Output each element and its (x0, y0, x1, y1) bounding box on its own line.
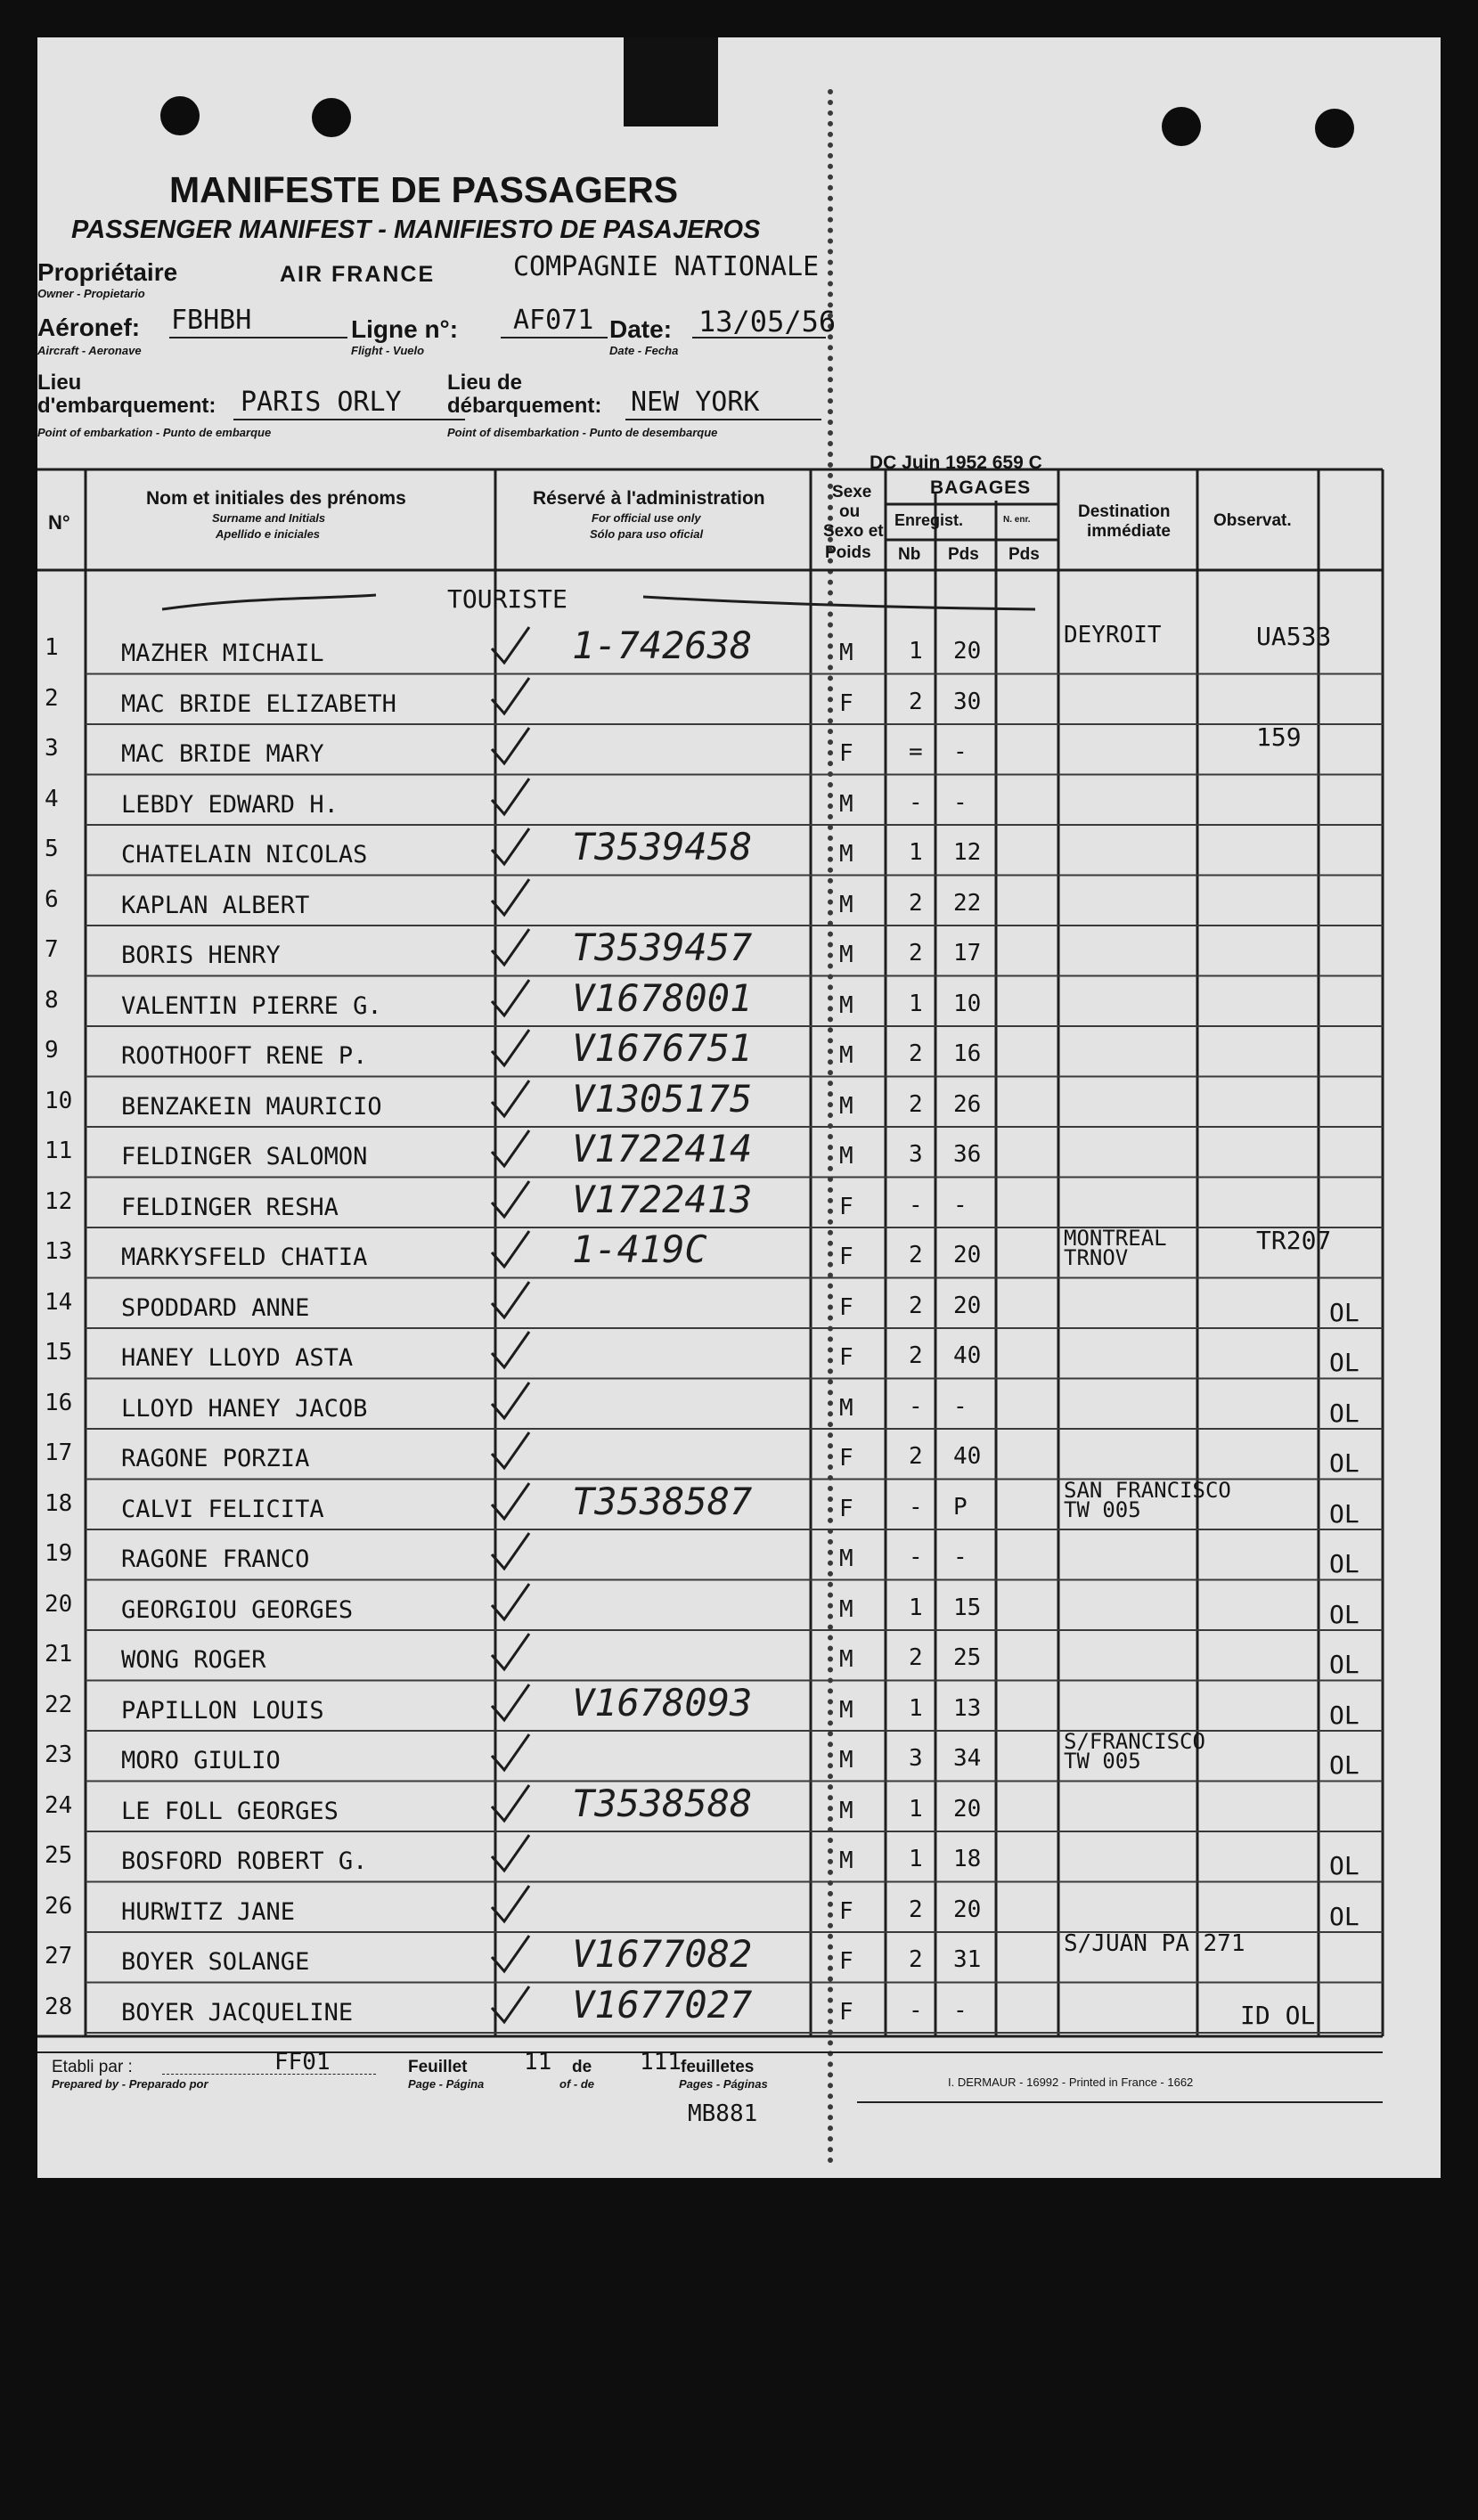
check-mark-icon (483, 1578, 554, 1632)
baggage-weight: 25 (953, 1644, 982, 1671)
passenger-sex: M (839, 1143, 853, 1170)
admin-reference: 1-419C (572, 1227, 707, 1271)
row-number: 11 (45, 1138, 73, 1164)
date-sublabel: Date - Fecha (609, 344, 679, 357)
observation: OL (1329, 1448, 1360, 1478)
check-mark-icon (483, 1427, 554, 1480)
col-header-destination-2: immédiate (1087, 522, 1171, 541)
table-row (37, 1127, 1383, 1181)
passenger-sex: F (839, 1193, 853, 1220)
row-number: 24 (45, 1791, 73, 1819)
passenger-name: GEORGIOU GEORGES (121, 1595, 354, 1624)
check-mark-icon (483, 1478, 554, 1531)
table-row (37, 926, 1383, 980)
table-row (37, 1226, 1383, 1282)
admin-reference: 1-742638 (572, 624, 753, 667)
row-number: 18 (45, 1489, 73, 1517)
company-name: COMPAGNIE NATIONALE (513, 251, 820, 282)
table-row (37, 879, 1383, 930)
table-row (37, 975, 1383, 1031)
passenger-sex: F (839, 1897, 853, 1925)
passenger-name: MAC BRIDE MARY (121, 740, 324, 768)
destination: SAN FRANCISCO (1064, 1477, 1231, 1503)
admin-reference: T3538587 (572, 1479, 753, 1523)
check-mark-icon (483, 673, 554, 726)
check-mark-icon (483, 874, 554, 927)
baggage-weight: 12 (953, 839, 982, 866)
baggage-count: 2 (909, 1040, 923, 1067)
admin-reference: T3539458 (572, 825, 753, 869)
baggage-count: 1 (909, 1795, 923, 1823)
baggage-count: 1 (909, 638, 923, 665)
embark-sublabel: Point of embarkation - Punto de embarque (37, 426, 272, 439)
baggage-weight: 36 (953, 1141, 982, 1168)
baggage-weight: 20 (953, 638, 982, 665)
admin-reference: V1722414 (572, 1127, 753, 1170)
printer-credit: I. DERMAUR - 16992 - Printed in France - 1662 (948, 2076, 1194, 2089)
baggage-weight: 31 (953, 1946, 982, 1973)
owner-sublabel: Owner - Propietario (37, 287, 145, 300)
col-header-pds-2: Pds (1008, 545, 1040, 564)
observation: OL (1329, 1901, 1360, 1931)
check-mark-icon (483, 1276, 554, 1330)
row-number: 12 (45, 1187, 73, 1215)
passenger-name: PAPILLON LOUIS (121, 1696, 324, 1725)
disembark-value: NEW YORK (631, 387, 760, 418)
passenger-sex: M (839, 991, 853, 1019)
col-header-unregistered: N. enr. (1003, 515, 1031, 525)
passenger-name: RAGONE FRANCO (121, 1545, 310, 1573)
baggage-weight: 17 (953, 940, 982, 966)
admin-reference: T3538588 (572, 1781, 753, 1825)
date-label: Date: (609, 315, 673, 343)
passenger-sex: M (839, 1696, 853, 1724)
admin-reference: V1678093 (572, 1680, 753, 1725)
col-header-baggage: BAGAGES (930, 477, 1032, 498)
destination-flight: TW 005 (1064, 1497, 1141, 1522)
baggage-weight: 20 (953, 1795, 982, 1823)
check-mark-icon (483, 1880, 554, 1934)
row-number: 21 (45, 1641, 73, 1668)
passenger-name: HURWITZ JANE (121, 1897, 296, 1926)
form-code: DC Juin 1952 659 C (870, 453, 1042, 473)
row-number: 17 (45, 1439, 73, 1466)
check-mark-icon (483, 622, 554, 675)
passenger-name: HANEY LLOYD ASTA (121, 1344, 354, 1372)
baggage-count: - (909, 1493, 923, 1521)
admin-reference: V1722413 (572, 1177, 753, 1221)
check-mark-icon (483, 1930, 554, 1984)
baggage-count: - (909, 1996, 923, 2024)
table-row (37, 1076, 1383, 1131)
baggage-weight: 16 (953, 1040, 982, 1067)
embark-value: PARIS ORLY (241, 387, 402, 418)
check-mark-icon (483, 1176, 554, 1229)
col-header-sex-2: ou (839, 502, 861, 521)
col-header-weight: Poids (825, 543, 871, 562)
passenger-name: CHATELAIN NICOLAS (121, 841, 368, 869)
baggage-weight: 30 (953, 688, 982, 715)
passenger-name: SPODDARD ANNE (121, 1293, 310, 1322)
passenger-sex: M (839, 891, 853, 918)
check-mark-icon (483, 823, 554, 877)
observation: OL (1329, 1599, 1360, 1629)
observation: OL (1329, 1549, 1360, 1578)
sheet-sublabel: Page - Página (408, 2077, 485, 2091)
baggage-count: 1 (909, 839, 923, 866)
baggage-weight: - (953, 1191, 968, 1219)
row-number: 23 (45, 1741, 73, 1768)
passenger-name: CALVI FELICITA (121, 1495, 324, 1523)
passenger-sex: M (839, 1797, 853, 1824)
baggage-weight: 26 (953, 1090, 982, 1118)
observation: OL (1329, 1297, 1360, 1327)
table-row (37, 1680, 1383, 1735)
table-row (37, 1432, 1383, 1483)
passenger-sex: M (839, 1092, 853, 1120)
baggage-count: 2 (909, 1342, 923, 1369)
passenger-name: MORO GIULIO (121, 1747, 281, 1774)
prepared-sublabel: Prepared by - Preparado por (52, 2077, 208, 2091)
row-number: 16 (45, 1389, 73, 1416)
baggage-weight: 15 (953, 1594, 982, 1621)
passenger-sex: F (839, 1948, 853, 1975)
baggage-weight: 40 (953, 1342, 982, 1369)
observation: OL (1329, 1700, 1360, 1730)
check-mark-icon (483, 722, 554, 776)
passenger-sex: F (839, 1244, 853, 1270)
row-number: 13 (45, 1238, 73, 1265)
baggage-count: 2 (909, 1946, 923, 1973)
table-row (37, 1533, 1383, 1584)
observation: 159 (1256, 722, 1302, 752)
check-mark-icon (483, 1075, 554, 1129)
row-number: 15 (45, 1339, 73, 1366)
row-number: 1 (45, 634, 59, 661)
baggage-count: 1 (909, 990, 923, 1017)
aircraft-label: Aéronef: (37, 314, 141, 341)
passenger-name: RAGONE PORZIA (121, 1445, 310, 1472)
table-row (37, 678, 1383, 729)
table-row (37, 1634, 1383, 1684)
embark-label-line2: d'embarquement: (37, 394, 216, 418)
row-number: 19 (45, 1540, 73, 1567)
admin-reference: V1305175 (572, 1076, 753, 1121)
observation: OL (1329, 1498, 1360, 1529)
disembark-sublabel: Point of disembarkation - Punto de desembarque (447, 426, 718, 439)
table-row (37, 1332, 1383, 1382)
check-mark-icon (483, 1326, 554, 1380)
passenger-sex: M (839, 1042, 853, 1069)
passenger-sex: M (839, 942, 853, 968)
flight-value: AF071 (513, 305, 594, 336)
observation: OL (1329, 1348, 1360, 1377)
manifest-sheet (37, 37, 1441, 2178)
table-row (37, 779, 1383, 829)
aircraft-value: FBHBH (171, 305, 252, 336)
row-number: 27 (45, 1943, 73, 1970)
passenger-sex: F (839, 1445, 853, 1472)
manifest-title: MANIFESTE DE PASSAGERS (169, 169, 679, 210)
observation: ID OL (1240, 2000, 1316, 2030)
row-number: 8 (45, 986, 59, 1014)
observation: OL (1329, 1650, 1360, 1679)
observation: UA533 (1256, 622, 1332, 651)
baggage-weight: - (953, 1392, 968, 1420)
table-row (37, 1886, 1383, 1937)
baggage-weight: 20 (953, 1292, 982, 1319)
passenger-sex: M (839, 1595, 853, 1623)
observation: TR207 (1256, 1226, 1332, 1255)
row-number: 26 (45, 1892, 73, 1920)
passenger-name: MAZHER MICHAIL (121, 640, 324, 667)
table-row (37, 1584, 1383, 1635)
row-number: 10 (45, 1087, 73, 1114)
date-value: 13/05/56 (698, 305, 837, 338)
check-mark-icon (483, 1024, 554, 1078)
disembark-label-line1: Lieu de (447, 371, 523, 395)
passenger-sex: F (839, 1998, 853, 2026)
passenger-name: BOSFORD ROBERT G. (121, 1847, 368, 1875)
table-row (37, 1282, 1383, 1333)
passenger-name: BOYER SOLANGE (121, 1948, 310, 1976)
stamp-code: MB881 (688, 2100, 758, 2127)
col-header-admin: Réservé à l'administration (533, 488, 765, 509)
of-label: de (572, 2058, 592, 2076)
baggage-count: 2 (909, 688, 923, 715)
col-header-name: Nom et initiales des prénoms (146, 488, 406, 509)
baggage-weight: - (953, 788, 968, 816)
embark-label-line1: Lieu (37, 371, 82, 395)
passenger-name: KAPLAN ALBERT (121, 891, 310, 919)
table-row (37, 1982, 1383, 2037)
passenger-sex: M (839, 1394, 853, 1422)
check-mark-icon (483, 975, 554, 1028)
table-row (37, 1477, 1383, 1534)
sheet-label: Feuillet (408, 2058, 468, 2076)
check-mark-icon (483, 1981, 554, 2035)
row-number: 3 (45, 735, 59, 762)
flight-label: Ligne n°: (351, 315, 459, 343)
owner-value: AIR FRANCE (280, 262, 436, 287)
baggage-weight: 10 (953, 990, 982, 1017)
baggage-weight: - (953, 738, 968, 765)
admin-reference: V1677082 (572, 1932, 753, 1976)
baggage-count: - (909, 1191, 923, 1219)
passenger-sex: F (839, 740, 853, 767)
passenger-name: BORIS HENRY (121, 942, 281, 969)
observation: OL (1329, 1750, 1360, 1780)
passenger-name: FELDINGER SALOMON (121, 1143, 368, 1170)
row-number: 5 (45, 836, 59, 862)
baggage-count: = (909, 738, 923, 765)
passenger-name: BENZAKEIN MAURICIO (121, 1092, 382, 1121)
admin-reference: V1676751 (572, 1026, 753, 1070)
sheets-sublabel: Pages - Páginas (679, 2077, 768, 2091)
passenger-name: MARKYSFELD CHATIA (121, 1244, 368, 1271)
table-row (37, 825, 1383, 879)
sheets-label: feuilletes (681, 2058, 755, 2076)
row-number: 25 (45, 1842, 73, 1869)
baggage-count: 2 (909, 940, 923, 966)
baggage-weight: - (953, 1996, 968, 2024)
check-mark-icon (483, 773, 554, 827)
passenger-name: LEBDY EDWARD H. (121, 790, 339, 819)
col-header-admin-en: For official use only (592, 511, 701, 525)
passenger-name: MAC BRIDE ELIZABETH (121, 689, 396, 718)
baggage-count: - (909, 1544, 923, 1570)
observation: OL (1329, 1398, 1360, 1428)
baggage-weight: 20 (953, 1242, 982, 1268)
passenger-name: LE FOLL GEORGES (121, 1797, 339, 1825)
baggage-count: 2 (909, 1090, 923, 1118)
baggage-count: 2 (909, 1443, 923, 1470)
passenger-sex: M (839, 1847, 853, 1874)
check-mark-icon (483, 1729, 554, 1782)
passenger-sex: M (839, 1646, 853, 1673)
baggage-count: 3 (909, 1745, 923, 1772)
baggage-count: 1 (909, 1694, 923, 1722)
table-row (37, 1729, 1383, 1785)
row-number: 9 (45, 1037, 59, 1064)
passenger-name: BOYER JACQUELINE (121, 1998, 354, 2027)
prepared-value: FF01 (274, 2049, 331, 2076)
admin-reference: V1678001 (572, 975, 753, 1020)
passenger-sex: M (839, 640, 853, 666)
baggage-count: 2 (909, 1242, 923, 1268)
baggage-weight: 34 (953, 1745, 982, 1772)
col-header-admin-es: Sólo para uso oficial (590, 527, 704, 541)
class-label: TOURISTE (447, 584, 568, 614)
destination-flight: TRNOV (1064, 1245, 1129, 1270)
destination: DEYROIT (1064, 622, 1162, 648)
row-number: 20 (45, 1590, 73, 1618)
passenger-name: FELDINGER RESHA (121, 1193, 339, 1221)
table-row (37, 622, 1383, 678)
col-header-nb: Nb (898, 545, 921, 564)
baggage-count: 1 (909, 1846, 923, 1872)
passenger-name: VALENTIN PIERRE G. (121, 991, 382, 1020)
col-header-sex-3: Sexo et (823, 522, 884, 541)
baggage-count: 2 (909, 889, 923, 917)
check-mark-icon (483, 1528, 554, 1581)
check-mark-icon (483, 1377, 554, 1431)
baggage-count: 2 (909, 1896, 923, 1923)
observation: OL (1329, 1851, 1360, 1880)
col-header-observations: Observat. (1213, 511, 1292, 530)
col-header-name-en: Surname and Initials (212, 511, 326, 525)
col-header-name-es: Apellido e iniciales (216, 527, 321, 541)
baggage-weight: 40 (953, 1443, 982, 1470)
check-mark-icon (483, 1628, 554, 1682)
row-number: 2 (45, 684, 59, 712)
admin-reference: V1677027 (572, 1982, 753, 2027)
disembark-label-line2: débarquement: (447, 394, 602, 418)
row-number: 28 (45, 1993, 73, 2020)
baggage-count: 2 (909, 1644, 923, 1671)
table-row (37, 1930, 1383, 1986)
destination: S/JUAN PA 271 (1064, 1930, 1245, 1957)
baggage-weight: 22 (953, 889, 982, 917)
baggage-weight: 18 (953, 1846, 982, 1872)
passenger-sex: M (839, 1545, 853, 1572)
baggage-weight: P (953, 1493, 968, 1521)
table-row (37, 1835, 1383, 1886)
of-sublabel: of - de (559, 2077, 594, 2091)
col-header-registered: Enregist. (894, 511, 964, 529)
check-mark-icon (483, 1226, 554, 1279)
baggage-weight: - (953, 1544, 968, 1570)
of-value: 111 (640, 2049, 682, 2076)
check-mark-icon (483, 1780, 554, 1833)
baggage-count: 2 (909, 1292, 923, 1319)
row-number: 22 (45, 1691, 73, 1718)
destination: S/FRANCISCO (1064, 1729, 1205, 1754)
check-mark-icon (483, 1679, 554, 1733)
row-number: 7 (45, 936, 59, 963)
row-number: 14 (45, 1288, 73, 1316)
passenger-sex: F (839, 1344, 853, 1371)
manifest-subtitle: PASSENGER MANIFEST - MANIFIESTO DE PASAJEROS (71, 216, 761, 244)
aircraft-sublabel: Aircraft - Aeronave (37, 344, 142, 357)
destination-flight: TW 005 (1064, 1749, 1141, 1774)
passenger-sex: F (839, 1495, 853, 1522)
check-mark-icon (483, 924, 554, 977)
baggage-weight: 13 (953, 1694, 982, 1722)
passenger-sex: M (839, 841, 853, 868)
baggage-weight: 20 (953, 1896, 982, 1923)
col-header-no: N° (48, 511, 70, 534)
row-number: 4 (45, 785, 59, 812)
baggage-count: - (909, 788, 923, 816)
baggage-count: - (909, 1392, 923, 1420)
row-number: 6 (45, 885, 59, 913)
col-header-destination: Destination (1078, 502, 1171, 521)
passenger-sex: F (839, 689, 853, 717)
table-row (37, 1382, 1383, 1433)
passenger-name: LLOYD HANEY JACOB (121, 1394, 368, 1423)
table-row (37, 722, 1383, 779)
check-mark-icon (483, 1830, 554, 1883)
check-mark-icon (483, 1125, 554, 1178)
admin-reference: T3539457 (572, 926, 753, 969)
baggage-count: 3 (909, 1141, 923, 1168)
passenger-name: ROOTHOOFT RENE P. (121, 1042, 368, 1070)
prepared-label: Etabli par : (52, 2058, 133, 2076)
owner-label: Propriétaire (37, 258, 178, 286)
baggage-count: 1 (909, 1594, 923, 1621)
flight-sublabel: Flight - Vuelo (351, 344, 425, 357)
destination: MONTREAL (1064, 1226, 1167, 1251)
passenger-name: WONG ROGER (121, 1646, 266, 1674)
col-header-pds: Pds (948, 545, 979, 564)
table-row (37, 1026, 1383, 1081)
sheet-value: 11 (524, 2049, 552, 2076)
table-row (37, 1177, 1383, 1232)
passenger-sex: M (839, 790, 853, 818)
passenger-sex: F (839, 1293, 853, 1321)
passenger-sex: M (839, 1747, 853, 1774)
table-row (37, 1781, 1383, 1836)
col-header-sex: Sexe (832, 483, 872, 502)
